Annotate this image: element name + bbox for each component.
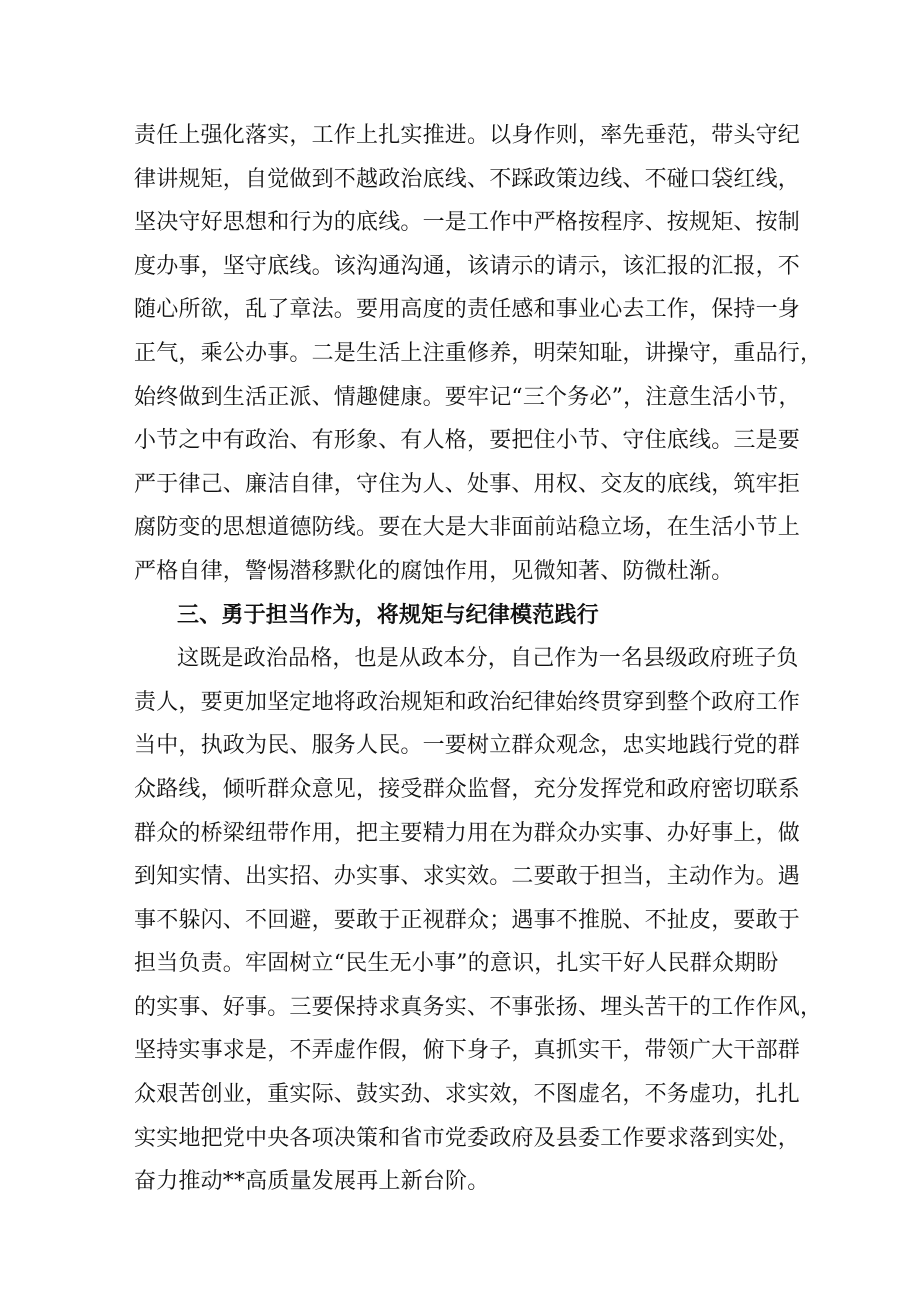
paragraph-line: 始终做到生活正派、情趣健康。要牢记“三个务必”，注意生活小节， — [134, 384, 801, 410]
paragraph-line: 严于律己、廉洁自律，守住为人、处事、用权、交友的底线，筑牢拒 — [134, 471, 801, 497]
paragraph-line: 坚持实事求是，不弄虚作假，俯下身子，真抓实干，带领广大干部群 — [134, 1038, 801, 1064]
paragraph-line: 坚决守好思想和行为的底线。一是工作中严格按程序、按规矩、按制 — [134, 210, 801, 236]
paragraph-line: 正气，乘公办事。二是生活上注重修养，明荣知耻，讲操守，重品行， — [134, 340, 823, 366]
paragraph-line: 腐防变的思想道德防线。要在大是大非面前站稳立场，在生活小节上 — [134, 515, 801, 541]
paragraph-line: 奋力推动**高质量发展再上新台阶。 — [134, 1169, 490, 1195]
section-heading: 三、勇于担当作为，将规矩与纪律模范践行 — [177, 602, 599, 628]
paragraph-line: 事不躲闪、不回避，要敢于正视群众；遇事不推脱、不扯皮，要敢于 — [134, 907, 801, 933]
paragraph-line: 当中，执政为民、服务人民。一要树立群众观念，忠实地践行党的群 — [134, 733, 801, 759]
paragraph-2 — [134, 637, 823, 1204]
paragraph-line: 随心所欲，乱了章法。要用高度的责任感和事业心去工作，保持一身 — [134, 297, 801, 323]
paragraph-line: 的实事、好事。三要保持求真务实、不事张扬、埋头苦干的工作作风， — [134, 994, 823, 1020]
paragraph-line: 群众的桥梁纽带作用，把主要精力用在为群众办实事、办好事上，做 — [134, 820, 801, 846]
paragraph-line: 责任上强化落实，工作上扎实推进。以身作则，率先垂范，带头守纪 — [134, 123, 801, 148]
document-body — [134, 114, 823, 1204]
paragraph-line: 小节之中有政治、有形象、有人格，要把住小节、守住底线。三是要 — [134, 428, 801, 454]
paragraph-line: 严格自律，警惕潜移默化的腐蚀作用，见微知著、防微杜渐。 — [134, 558, 734, 584]
paragraph-line: 律讲规矩，自觉做到不越政治底线、不踩政策边线、不碰口袋红线， — [134, 166, 801, 192]
paragraph-line: 众路线，倾听群众意见，接受群众监督，充分发挥党和政府密切联系 — [134, 776, 801, 802]
paragraph-line: 责人，要更加坚定地将政治规矩和政治纪律始终贯穿到整个政府工作 — [134, 689, 801, 715]
paragraph-line: 担当负责。牢固树立“民生无小事”的意识，扎实干好人民群众期盼 — [134, 951, 779, 977]
paragraph-line: 众艰苦创业，重实际、鼓实劲、求实效，不图虚名，不务虚功，扎扎 — [134, 1082, 801, 1108]
paragraph-line: 到知实情、出实招、办实事、求实效。二要敢于担当，主动作为。遇 — [134, 864, 801, 890]
paragraph-1 — [134, 114, 823, 594]
paragraph-line: 实实地把党中央各项决策和省市党委政府及县委工作要求落到实处， — [134, 1125, 801, 1151]
paragraph-line: 这既是政治品格，也是从政本分，自己作为一名县级政府班子负 — [177, 646, 799, 672]
paragraph-line: 度办事，坚守底线。该沟通沟通，该请示的请示，该汇报的汇报，不 — [134, 253, 801, 279]
